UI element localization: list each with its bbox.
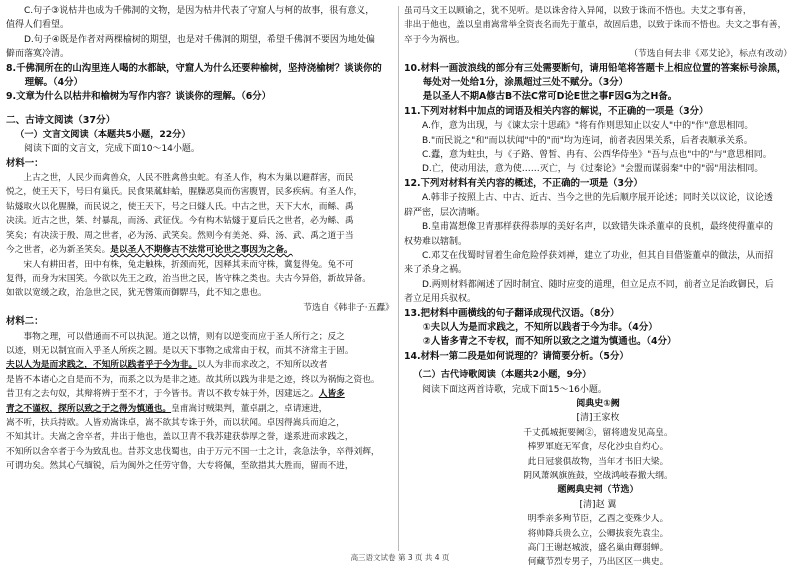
material-2-line: 不知其计。夫嵩之舍卒者，井出于他也，盖以卫青不我苏建获恭厚之誉，遂系进而求践之， xyxy=(6,432,354,443)
option-c-line1: C.句子③说枯井也成为千佛洞的文物，是因为枯井代表了守窟人与柯的故事，很有意义， xyxy=(24,6,375,16)
option-d-line2: 僻而落寞冷清。 xyxy=(6,49,70,60)
material-2-text: 是以诛舍待入异闻，以致于诛而不悟也。夫艾之事有善， xyxy=(534,6,752,16)
question-13a: ①夫以人为是而求践之，不知所以践者于今为非。（4分） xyxy=(422,321,658,333)
q11-option: B."而民说之"和"而以状闻"中的"而"均为连词，前者表因果关系，后者表顺承关系。 xyxy=(422,135,753,146)
question-10: 10.材料一画波浪线的部分有三处需要断句，请用铅笔将答题卡上相应位置的答案标号涂黑， xyxy=(404,62,787,74)
question-13b: ②人皆多青之不专权，而不知所以致之之道为慎通也。（4分） xyxy=(422,336,677,348)
material-2-line xyxy=(6,402,394,416)
option-c-line2: 值得人们看望。 xyxy=(6,20,70,31)
underlined-sentence-2b: 青之不谨权，探所以致之于之得为慎通也。 xyxy=(6,403,172,414)
q11-option: C.蠹，意为蛀虫，与《子路、曾皙、冉有、公西华侍坐》"吾与点也"中的"与"意思相同。 xyxy=(422,150,772,161)
q12-option: B.皇甫嵩想像卫青那样获得恭厚的美好名声，以致错失诛杀董卓的良机，最终使得董卓的 xyxy=(422,222,774,233)
material-2-line: 可谓功矣。然其心气缅锐，后为闽外之任劳守鲁，大专将佩，至欲措其大胜而，留而不进， xyxy=(6,461,354,472)
question-12: 12.下列对材料有关内容的概述，不正确的一项是（3分） xyxy=(404,177,643,189)
right-column xyxy=(404,4,792,570)
wavy-sentence: 是以圣人不期修古不法常可论世之事因为之备。 xyxy=(110,245,293,256)
material-2-line: 不知所以舍卒者于今为致乱也。昔苏文忠伐蜀也，由于万元不国一士之计，衾急法争，卒得刘辉， xyxy=(6,446,380,457)
material-2-line: 以迹，则无以制宜而入乎圣人所疾之圆。是以天下事物之成常由于权，而其不济常主于固。 xyxy=(6,345,354,356)
source-2: （节选自何去非《邓艾论》，标点有改动） xyxy=(629,49,792,60)
underlined-sentence-1: 夫以人为是而求践之，不知所以践者乎于今为非。 xyxy=(6,360,198,371)
material-1-line: 笑矣；有决渎于殷、周之世者，必为汤、武笑矣。然则今有美尧、舜、汤、武、禹之道于当 xyxy=(6,230,354,241)
q12-option: D.两则材料都阐述了因时制宜、随时应变的道理，但立足点不同，前者立足治政御民，后 xyxy=(422,279,774,290)
material-1-text: 今之世者，必为新圣笑矣。 xyxy=(6,245,111,256)
material-2-label: 材料二： xyxy=(6,316,44,328)
poem-2-line: 高门王谢赵城波，盛名巢由輝弱蝉。 xyxy=(527,543,669,554)
question-8-cont: 理解。（4分） xyxy=(24,77,83,89)
material-2-line xyxy=(404,4,792,18)
section-2-heading: 二、古诗文阅读（37分） xyxy=(6,114,116,126)
poem-2-line: 明季亲多殉节臣，乙酉之变殊少人。 xyxy=(527,514,669,525)
material-2-line: 非出于他也，盖以皇甫嵩常举全资丧名而先于董卓，故固后患，以致于诛而不悟也。夫文之事有善， xyxy=(404,20,787,31)
material-2-text: 昔卫有之去句奴，其辩将辨于至不才，于今皆书。青以不救专妹于外，因建远之。 xyxy=(6,389,319,400)
q12-option: C.邓艾在伐蜀时冒着生命危险俘获刘禅，建立了功业，但其自目借鉴董卓的做法，从而招 xyxy=(422,250,774,261)
material-1-line: 上古之世，人民少而禽兽众，人民不胜禽兽虫蛇。有圣人作，构木为巢以避群害，而民 xyxy=(23,173,354,184)
material-2-line: 卒于今为祸也。 xyxy=(404,34,465,45)
question-10-sentence: 是以圣人不期A修古B不法C常可D论E世之事F因G为之H备。 xyxy=(422,91,678,103)
question-9: 9.文章为什么以枯井和榆树为写作内容？谈谈你的理解。（6分） xyxy=(6,91,272,103)
q12-option: 辟严密，层次清晰。 xyxy=(404,207,486,218)
material-1-line-wavy xyxy=(6,243,394,257)
poem-2-author: [清]赵 翼 xyxy=(579,499,617,510)
column-divider xyxy=(398,6,399,551)
question-13: 13.把材料中画横线的句子翻译成现代汉语。（8分） xyxy=(404,307,620,319)
material-1-line: 悦之，使王天下，号曰有巢氏。民食果蓏蚌蛤，腥臊恶臭而伤害腹胃，民多疾病。有圣人作， xyxy=(6,187,363,198)
q12-option: A.韩非子按照上古、中古、近古、当今之世的先后顺序展开论述；同时关以议论，议论透 xyxy=(422,193,773,204)
poem-1-title: 阅典史①阙 xyxy=(576,398,620,409)
poem-1-line: 千丈孤城扼要阙②，留将遗发见高皇。 xyxy=(523,427,673,438)
poem-section-heading: （二）古代诗歌阅读（本题共2小题，9分） xyxy=(413,369,592,381)
material-1-line: 复得，而身为宋国笑。今欲以先王之政，治当世之民，皆守株之类也。夫古今异俗，新故异备。 xyxy=(6,273,371,284)
material-2-text: 皇甫嵩讨贼渠判，董卓副之，卓请速进， xyxy=(171,403,328,414)
material-2-text: 以人为非而求改之，不知所以改者 xyxy=(197,360,328,371)
poem-2-line: 将帅降兵贵么立，公卿拔衮先袁尘。 xyxy=(527,528,669,539)
q12-option: 来了杀身之祸。 xyxy=(404,265,468,276)
material-1-line: 决渎。近古之世，桀、纣暴乱，而汤、武征伐。今有构木钻燧于夏后氏之世者，必为鲧、禹 xyxy=(6,216,354,227)
instructions: 阅读下面的文言文，完成下面10～14小题。 xyxy=(24,144,200,155)
left-column xyxy=(6,4,394,474)
poem-2-title: 题阙典史祠（节选） xyxy=(557,485,639,496)
poem-1-author: [清]王家枚 xyxy=(576,413,620,424)
poem-1-line: 棒罗軍庭无军食，尽化沙虫自灼心。 xyxy=(527,442,669,453)
poem-1-line: 阴风萧飒旗旌鼓，空战鸿岐春撤大纲。 xyxy=(523,471,673,481)
poem-instructions: 阅读下面这两首诗歌，完成下面15～16小题。 xyxy=(422,384,607,395)
material-1-line: 钻燧取火以化腥臊，而民说之，使王天下，号之曰燧人氏。中古之世，天下大水，而鲧、禹 xyxy=(6,201,354,212)
material-2-line-ul xyxy=(6,358,394,372)
material-2-line-ul2 xyxy=(6,387,394,401)
question-11: 11.下列对材料中加点的词语及相关内容的解说，不正确的一项是（3分） xyxy=(404,105,709,117)
question-10-cont: 每处对一处给1分，涂黑超过三处不赋分。（3分） xyxy=(422,77,629,89)
q11-option: A.作，意为出现，与《谏太宗十思疏》"将有作则思知止以安人"中的"作"意思相同。 xyxy=(422,121,754,132)
material-2-text: 虽司马文王以顾谕之，犹不见听。 xyxy=(404,6,535,16)
material-2-line: 嵩不听，扶兵持欧。人皆劝嵩诛卓，嵩不欲其专诛于外，而以状闻。卓因得嵩兵而迫之， xyxy=(6,417,345,428)
page-footer: 高三语文试卷 第 3 页 共 4 页 xyxy=(350,553,450,562)
underlined-sentence-2a: 人皆多 xyxy=(318,389,345,400)
section-2a-heading: （一）文言文阅读（本题共5小题，22分） xyxy=(15,128,191,140)
q12-option: 者立足用兵驭权。 xyxy=(404,294,477,305)
question-8: 8.千佛洞所在的山沟里连人喝的水都缺，守窟人为什么还要种榆树，坚持浇榆树？谈谈你的 xyxy=(6,62,382,74)
question-14: 14.材料一第二段是如何说理的？请简要分析。（5分） xyxy=(404,350,629,362)
material-2-line: 是皆不本诸心之自是而不为，而系之以为是非之迹。故其所以践为非是之迹，终以为祸悔之资也。 xyxy=(6,374,380,385)
option-d-line1: D.句子④既是作者对两棵榆树的期望，也是对千佛洞的期望，希望千佛洞不要因为地处偏 xyxy=(24,34,375,45)
material-1-label: 材料一： xyxy=(6,157,44,169)
material-1-line: 如欲以宽缓之政，治急世之民，犹无辔策而御駻马，此不知之患也。 xyxy=(6,288,267,299)
material-2-line: 事物之理，可以借通而不可以执泥。道之以情，则有以逆变而应于圣人所行之；反之 xyxy=(23,331,345,342)
q11-option: D.亡，使动用法，意为使……灭亡，与《过秦论》"会盟而谋弱秦"中的"弱"用法相同。 xyxy=(422,164,764,175)
poem-1-line: 此日冠裳俱故物，当年才书旧大梁。 xyxy=(527,456,669,467)
material-1-line: 宋人有耕田者，田中有株，兔走触株，折颈而死，因释其耒而守株，冀复得兔。兔不可 xyxy=(23,259,354,270)
q12-option: 权势难以辖制。 xyxy=(404,236,468,247)
source-1: 节选自《韩非子·五蠹》 xyxy=(303,302,394,313)
poem-2-line: 何藏节烈专男子，乃出区区一典史。 xyxy=(527,557,669,568)
